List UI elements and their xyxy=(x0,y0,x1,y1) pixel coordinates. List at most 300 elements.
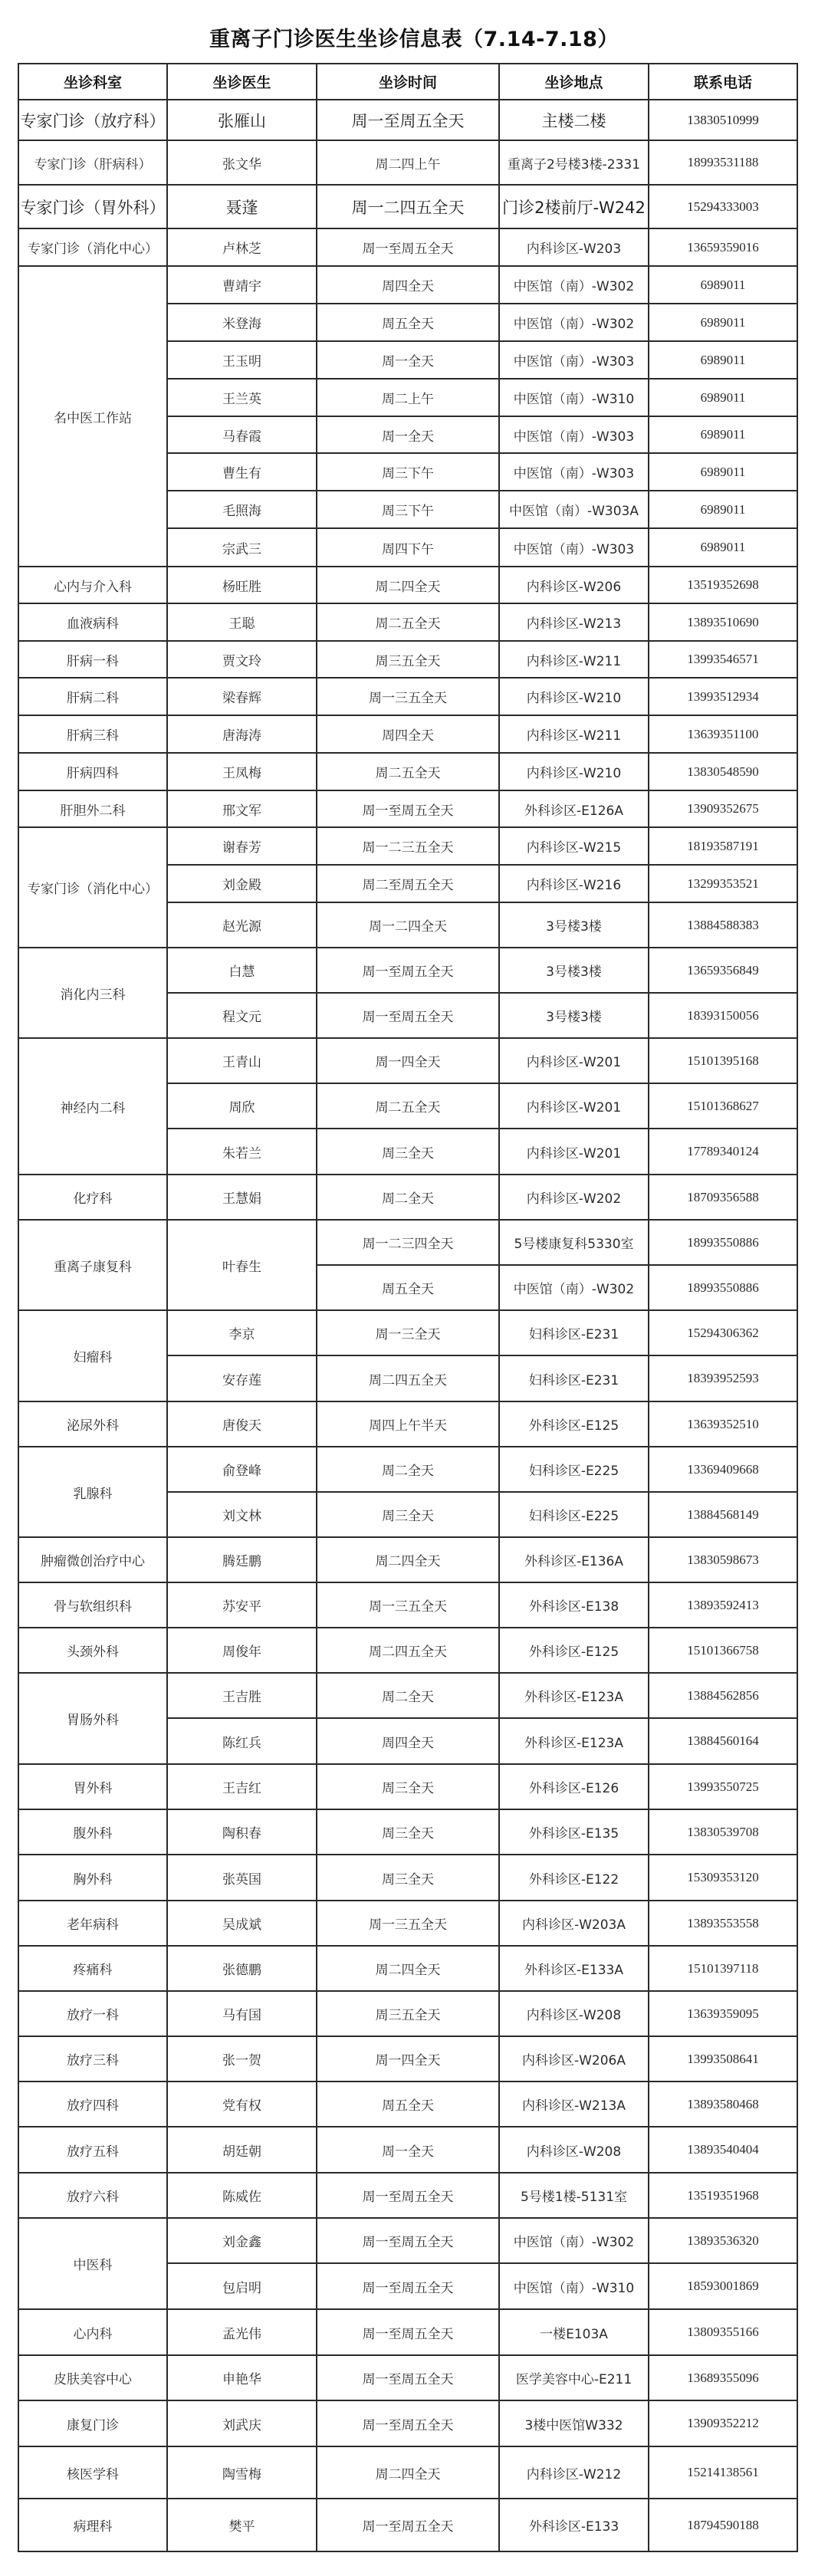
phone-cell: 13909352675 xyxy=(649,790,797,827)
phone-cell: 6989011 xyxy=(649,266,797,304)
location-cell: 3号楼3楼 xyxy=(499,902,649,948)
header-time: 坐诊时间 xyxy=(317,64,499,100)
phone-cell: 13893540404 xyxy=(649,2127,797,2173)
table-row xyxy=(18,185,797,228)
doctor-cell: 俞登峰 xyxy=(167,1447,317,1492)
location-cell: 外科诊区-E133A xyxy=(499,1946,649,1991)
phone-cell: 13893553558 xyxy=(649,1901,797,1946)
time-cell: 周三五全天 xyxy=(317,1991,499,2036)
phone-cell: 13830510999 xyxy=(649,100,797,140)
doctor-cell: 申艳华 xyxy=(167,2355,317,2400)
department-cell: 泌尿外科 xyxy=(18,1401,167,1447)
location-cell: 中医馆（南）-W303A xyxy=(499,491,649,528)
location-cell: 外科诊区-E125 xyxy=(499,1401,649,1447)
time-cell: 周二至周五全天 xyxy=(317,865,499,902)
time-cell: 周一全天 xyxy=(317,341,499,379)
time-cell: 周一二四全天 xyxy=(317,902,499,948)
location-cell: 5号楼康复科5330室 xyxy=(499,1220,649,1265)
time-cell: 周三五全天 xyxy=(317,641,499,678)
doctor-cell: 刘文林 xyxy=(167,1492,317,1537)
time-cell: 周一至周五全天 xyxy=(317,228,499,266)
doctor-cell: 程文元 xyxy=(167,993,317,1038)
phone-cell: 13689355096 xyxy=(649,2355,797,2400)
location-cell: 外科诊区-E126A xyxy=(499,790,649,827)
department-cell: 专家门诊（肝病科） xyxy=(18,140,167,185)
doctor-cell: 李京 xyxy=(167,1310,317,1355)
phone-cell: 13369409668 xyxy=(649,1447,797,1492)
location-cell: 内科诊区-W210 xyxy=(499,753,649,790)
phone-cell: 13519352698 xyxy=(649,567,797,603)
location-cell: 内科诊区-W201 xyxy=(499,1038,649,1083)
location-cell: 3楼中医馆W332 xyxy=(499,2400,649,2446)
time-cell: 周一二三四全天 xyxy=(317,1220,499,1265)
doctor-cell: 王兰英 xyxy=(167,379,317,416)
location-cell: 内科诊区-W206A xyxy=(499,2036,649,2082)
table-row xyxy=(18,266,797,304)
phone-cell: 13830598673 xyxy=(649,1537,797,1582)
header-department: 坐诊科室 xyxy=(18,64,167,100)
location-cell: 内科诊区-W211 xyxy=(499,715,649,753)
time-cell: 周二四五全天 xyxy=(317,1355,499,1401)
doctor-cell: 卢林芝 xyxy=(167,228,317,266)
doctor-cell: 张德鹏 xyxy=(167,1946,317,1991)
department-cell: 胃外科 xyxy=(18,1764,167,1809)
location-cell: 妇科诊区-E225 xyxy=(499,1492,649,1537)
phone-cell: 6989011 xyxy=(649,379,797,416)
doctor-cell: 刘金鑫 xyxy=(167,2218,317,2263)
location-cell: 内科诊区-W212 xyxy=(499,2446,649,2499)
phone-cell: 13884560164 xyxy=(649,1718,797,1764)
doctor-cell: 宗武三 xyxy=(167,528,317,567)
location-cell: 主楼二楼 xyxy=(499,100,649,140)
table-row xyxy=(18,1220,797,1265)
time-cell: 周五全天 xyxy=(317,2082,499,2127)
phone-cell: 13830539708 xyxy=(649,1809,797,1855)
page-title: 重离子门诊医生坐诊信息表（7.14-7.18） xyxy=(209,28,619,51)
location-cell: 内科诊区-W206 xyxy=(499,567,649,603)
schedule-body xyxy=(18,100,797,2551)
department-cell: 乳腺科 xyxy=(18,1447,167,1537)
phone-cell: 13639359095 xyxy=(649,1991,797,2036)
phone-cell: 13893510690 xyxy=(649,603,797,641)
header-phone: 联系电话 xyxy=(649,64,797,100)
doctor-cell: 张英国 xyxy=(167,1855,317,1901)
table-header-row xyxy=(18,64,797,100)
phone-cell: 13884568149 xyxy=(649,1492,797,1537)
phone-cell: 13893536320 xyxy=(649,2218,797,2263)
table-row xyxy=(18,2446,797,2499)
location-cell: 外科诊区-E122 xyxy=(499,1855,649,1901)
time-cell: 周一全天 xyxy=(317,2127,499,2173)
phone-cell: 18393150056 xyxy=(649,993,797,1038)
department-cell: 放疗三科 xyxy=(18,2036,167,2082)
location-cell: 中医馆（南）-W302 xyxy=(499,266,649,304)
department-cell: 放疗五科 xyxy=(18,2127,167,2173)
table-row xyxy=(18,228,797,266)
department-cell: 病理科 xyxy=(18,2499,167,2551)
table-row xyxy=(18,1038,797,1083)
time-cell: 周一至周五全天 xyxy=(317,2400,499,2446)
phone-cell: 18393952593 xyxy=(649,1355,797,1401)
location-cell: 3号楼3楼 xyxy=(499,948,649,993)
location-cell: 一楼E103A xyxy=(499,2309,649,2355)
doctor-cell: 唐俊天 xyxy=(167,1401,317,1447)
time-cell: 周二上午 xyxy=(317,379,499,416)
time-cell: 周五全天 xyxy=(317,1265,499,1310)
time-cell: 周一至周五全天 xyxy=(317,948,499,993)
department-cell: 肝病四科 xyxy=(18,753,167,790)
doctor-cell: 周俊年 xyxy=(167,1628,317,1673)
doctor-cell: 梁春辉 xyxy=(167,678,317,715)
department-cell: 放疗一科 xyxy=(18,1991,167,2036)
department-cell: 腹外科 xyxy=(18,1809,167,1855)
table-row xyxy=(18,827,797,865)
time-cell: 周四全天 xyxy=(317,266,499,304)
doctor-cell: 腾廷鹏 xyxy=(167,1537,317,1582)
table-row xyxy=(18,1809,797,1855)
phone-cell: 18193587191 xyxy=(649,827,797,865)
phone-cell: 13993546571 xyxy=(649,641,797,678)
table-row xyxy=(18,678,797,715)
time-cell: 周三全天 xyxy=(317,1855,499,1901)
doctor-cell: 王凤梅 xyxy=(167,753,317,790)
doctor-cell: 胡廷朝 xyxy=(167,2127,317,2173)
phone-cell: 13519351968 xyxy=(649,2173,797,2218)
location-cell: 内科诊区-W213A xyxy=(499,2082,649,2127)
phone-cell: 18993550886 xyxy=(649,1220,797,1265)
time-cell: 周二全天 xyxy=(317,1175,499,1220)
phone-cell: 13299353521 xyxy=(649,865,797,902)
department-cell: 专家门诊（消化中心） xyxy=(18,228,167,266)
time-cell: 周五全天 xyxy=(317,304,499,341)
time-cell: 周二四全天 xyxy=(317,1537,499,1582)
table-row xyxy=(18,2218,797,2263)
location-cell: 中医馆（南）-W303 xyxy=(499,416,649,453)
table-row xyxy=(18,2309,797,2355)
time-cell: 周二五全天 xyxy=(317,1083,499,1129)
doctor-cell: 赵光源 xyxy=(167,902,317,948)
doctor-cell: 吴成斌 xyxy=(167,1901,317,1946)
phone-cell: 13993508641 xyxy=(649,2036,797,2082)
location-cell: 内科诊区-W211 xyxy=(499,641,649,678)
table-row xyxy=(18,715,797,753)
time-cell: 周一二三五全天 xyxy=(317,827,499,865)
department-cell: 胃肠外科 xyxy=(18,1673,167,1764)
location-cell: 内科诊区-W201 xyxy=(499,1129,649,1175)
doctor-cell: 陈威佐 xyxy=(167,2173,317,2218)
department-cell: 心内科 xyxy=(18,2309,167,2355)
department-cell: 重离子康复科 xyxy=(18,1220,167,1310)
department-cell: 专家门诊（消化中心） xyxy=(18,827,167,948)
doctor-cell: 聂蓬 xyxy=(167,185,317,228)
table-row xyxy=(18,1855,797,1901)
table-row xyxy=(18,603,797,641)
header-location: 坐诊地点 xyxy=(499,64,649,100)
time-cell: 周一四全天 xyxy=(317,2036,499,2082)
time-cell: 周四下午 xyxy=(317,528,499,567)
table-row xyxy=(18,2036,797,2082)
table-row xyxy=(18,140,797,185)
location-cell: 外科诊区-E138 xyxy=(499,1582,649,1628)
phone-cell: 15294306362 xyxy=(649,1310,797,1355)
doctor-cell: 王吉胜 xyxy=(167,1673,317,1718)
phone-cell: 18794590188 xyxy=(649,2499,797,2551)
department-cell: 肝病一科 xyxy=(18,641,167,678)
doctor-cell: 王聪 xyxy=(167,603,317,641)
phone-cell: 15101395168 xyxy=(649,1038,797,1083)
location-cell: 内科诊区-W216 xyxy=(499,865,649,902)
department-cell: 神经内二科 xyxy=(18,1038,167,1175)
location-cell: 中医馆（南）-W310 xyxy=(499,379,649,416)
table-row xyxy=(18,1582,797,1628)
phone-cell: 13893592413 xyxy=(649,1582,797,1628)
time-cell: 周三全天 xyxy=(317,1129,499,1175)
doctor-cell: 刘武庆 xyxy=(167,2400,317,2446)
doctor-cell: 唐海涛 xyxy=(167,715,317,753)
time-cell: 周二四全天 xyxy=(317,567,499,603)
doctor-cell: 叶春生 xyxy=(167,1220,317,1310)
phone-cell: 15309353120 xyxy=(649,1855,797,1901)
location-cell: 内科诊区-W203A xyxy=(499,1901,649,1946)
phone-cell: 17789340124 xyxy=(649,1129,797,1175)
doctor-cell: 王玉明 xyxy=(167,341,317,379)
location-cell: 外科诊区-E135 xyxy=(499,1809,649,1855)
time-cell: 周三全天 xyxy=(317,1764,499,1809)
doctor-cell: 王吉红 xyxy=(167,1764,317,1809)
department-cell: 名中医工作站 xyxy=(18,266,167,567)
table-row xyxy=(18,567,797,603)
time-cell: 周二四全天 xyxy=(317,2446,499,2499)
table-row xyxy=(18,2082,797,2127)
location-cell: 中医馆（南）-W302 xyxy=(499,1265,649,1310)
time-cell: 周一至周五全天 xyxy=(317,2173,499,2218)
location-cell: 门诊2楼前厅-W242 xyxy=(499,185,649,228)
phone-cell: 13884562856 xyxy=(649,1673,797,1718)
doctor-cell: 刘金殿 xyxy=(167,865,317,902)
department-cell: 中医科 xyxy=(18,2218,167,2309)
phone-cell: 6989011 xyxy=(649,491,797,528)
phone-cell: 15101368627 xyxy=(649,1083,797,1129)
phone-cell: 13909352212 xyxy=(649,2400,797,2446)
department-cell: 肿瘤微创治疗中心 xyxy=(18,1537,167,1582)
doctor-cell: 陶积春 xyxy=(167,1809,317,1855)
table-row xyxy=(18,1764,797,1809)
doctor-cell: 曹靖宇 xyxy=(167,266,317,304)
location-cell: 中医馆（南）-W310 xyxy=(499,2263,649,2309)
phone-cell: 13659359016 xyxy=(649,228,797,266)
phone-cell: 13639352510 xyxy=(649,1401,797,1447)
location-cell: 外科诊区-E136A xyxy=(499,1537,649,1582)
location-cell: 内科诊区-W201 xyxy=(499,1083,649,1129)
department-cell: 血液病科 xyxy=(18,603,167,641)
table-row xyxy=(18,1901,797,1946)
time-cell: 周一全天 xyxy=(317,416,499,453)
doctor-cell: 毛照海 xyxy=(167,491,317,528)
phone-cell: 15101366758 xyxy=(649,1628,797,1673)
department-cell: 头颈外科 xyxy=(18,1628,167,1673)
department-cell: 心内与介入科 xyxy=(18,567,167,603)
location-cell: 外科诊区-E126 xyxy=(499,1764,649,1809)
location-cell: 外科诊区-E125 xyxy=(499,1628,649,1673)
time-cell: 周三全天 xyxy=(317,1492,499,1537)
doctor-cell: 王青山 xyxy=(167,1038,317,1083)
time-cell: 周二四五全天 xyxy=(317,1628,499,1673)
department-cell: 妇瘤科 xyxy=(18,1310,167,1401)
location-cell: 医学美容中心-E211 xyxy=(499,2355,649,2400)
time-cell: 周一至周五全天 xyxy=(317,100,499,140)
time-cell: 周一至周五全天 xyxy=(317,2309,499,2355)
department-cell: 核医学科 xyxy=(18,2446,167,2499)
time-cell: 周二五全天 xyxy=(317,753,499,790)
location-cell: 内科诊区-W208 xyxy=(499,2127,649,2173)
time-cell: 周二四全天 xyxy=(317,1946,499,1991)
doctor-cell: 陶雪梅 xyxy=(167,2446,317,2499)
doctor-cell: 谢春芳 xyxy=(167,827,317,865)
department-cell: 消化内三科 xyxy=(18,948,167,1038)
doctor-cell: 曹生有 xyxy=(167,453,317,491)
location-cell: 中医馆（南）-W303 xyxy=(499,341,649,379)
phone-cell: 13830548590 xyxy=(649,753,797,790)
doctor-cell: 马春霞 xyxy=(167,416,317,453)
time-cell: 周一二四五全天 xyxy=(317,185,499,228)
doctor-cell: 安存莲 xyxy=(167,1355,317,1401)
doctor-cell: 包启明 xyxy=(167,2263,317,2309)
phone-cell: 13993512934 xyxy=(649,678,797,715)
location-cell: 5号楼1楼-5131室 xyxy=(499,2173,649,2218)
time-cell: 周三下午 xyxy=(317,491,499,528)
table-row xyxy=(18,1946,797,1991)
location-cell: 3号楼3楼 xyxy=(499,993,649,1038)
table-row xyxy=(18,2173,797,2218)
doctor-cell: 白慧 xyxy=(167,948,317,993)
department-cell: 肝病二科 xyxy=(18,678,167,715)
department-cell: 放疗六科 xyxy=(18,2173,167,2218)
doctor-cell: 张雁山 xyxy=(167,100,317,140)
phone-cell: 13893580468 xyxy=(649,2082,797,2127)
doctor-cell: 贾文玲 xyxy=(167,641,317,678)
time-cell: 周一四全天 xyxy=(317,1038,499,1083)
department-cell: 放疗四科 xyxy=(18,2082,167,2127)
header-doctor: 坐诊医生 xyxy=(167,64,317,100)
phone-cell: 18993531188 xyxy=(649,140,797,185)
doctor-cell: 陈红兵 xyxy=(167,1718,317,1764)
location-cell: 内科诊区-W210 xyxy=(499,678,649,715)
doctor-cell: 周欣 xyxy=(167,1083,317,1129)
table-row xyxy=(18,1175,797,1220)
department-cell: 老年病科 xyxy=(18,1901,167,1946)
schedule-table xyxy=(18,63,798,2552)
department-cell: 化疗科 xyxy=(18,1175,167,1220)
phone-cell: 13809355166 xyxy=(649,2309,797,2355)
time-cell: 周四全天 xyxy=(317,1718,499,1764)
doctor-cell: 邢文军 xyxy=(167,790,317,827)
table-row xyxy=(18,1537,797,1582)
location-cell: 内科诊区-W203 xyxy=(499,228,649,266)
phone-cell: 18593001869 xyxy=(649,2263,797,2309)
phone-cell: 15101397118 xyxy=(649,1946,797,1991)
doctor-cell: 张一贺 xyxy=(167,2036,317,2082)
department-cell: 肝胆外二科 xyxy=(18,790,167,827)
location-cell: 外科诊区-E133 xyxy=(499,2499,649,2551)
time-cell: 周四全天 xyxy=(317,715,499,753)
department-cell: 专家门诊（胃外科） xyxy=(18,185,167,228)
phone-cell: 18993550886 xyxy=(649,1265,797,1310)
doctor-cell: 杨旺胜 xyxy=(167,567,317,603)
time-cell: 周二全天 xyxy=(317,1673,499,1718)
location-cell: 中医馆（南）-W303 xyxy=(499,453,649,491)
doctor-cell: 孟光伟 xyxy=(167,2309,317,2355)
table-row xyxy=(18,753,797,790)
table-row xyxy=(18,641,797,678)
time-cell: 周一三五全天 xyxy=(317,1582,499,1628)
doctor-cell: 王慧娟 xyxy=(167,1175,317,1220)
table-row xyxy=(18,1447,797,1492)
time-cell: 周一三五全天 xyxy=(317,678,499,715)
table-row xyxy=(18,2499,797,2551)
doctor-cell: 马有国 xyxy=(167,1991,317,2036)
phone-cell: 6989011 xyxy=(649,416,797,453)
time-cell: 周二全天 xyxy=(317,1447,499,1492)
table-row xyxy=(18,2127,797,2173)
location-cell: 妇科诊区-E225 xyxy=(499,1447,649,1492)
location-cell: 外科诊区-E123A xyxy=(499,1718,649,1764)
location-cell: 内科诊区-W215 xyxy=(499,827,649,865)
location-cell: 中医馆（南）-W302 xyxy=(499,304,649,341)
location-cell: 妇科诊区-E231 xyxy=(499,1355,649,1401)
table-row xyxy=(18,1401,797,1447)
department-cell: 疼痛科 xyxy=(18,1946,167,1991)
time-cell: 周一三五全天 xyxy=(317,1901,499,1946)
time-cell: 周一至周五全天 xyxy=(317,790,499,827)
location-cell: 内科诊区-W208 xyxy=(499,1991,649,2036)
phone-cell: 6989011 xyxy=(649,528,797,567)
time-cell: 周二四上午 xyxy=(317,140,499,185)
location-cell: 外科诊区-E123A xyxy=(499,1673,649,1718)
phone-cell: 13993550725 xyxy=(649,1764,797,1809)
phone-cell: 13884588383 xyxy=(649,902,797,948)
doctor-cell: 米登海 xyxy=(167,304,317,341)
phone-cell: 18709356588 xyxy=(649,1175,797,1220)
location-cell: 妇科诊区-E231 xyxy=(499,1310,649,1355)
doctor-cell: 樊平 xyxy=(167,2499,317,2551)
phone-cell: 6989011 xyxy=(649,341,797,379)
phone-cell: 15214138561 xyxy=(649,2446,797,2499)
time-cell: 周一至周五全天 xyxy=(317,2218,499,2263)
location-cell: 内科诊区-W202 xyxy=(499,1175,649,1220)
department-cell: 胸外科 xyxy=(18,1855,167,1901)
table-row xyxy=(18,100,797,140)
phone-cell: 13659356849 xyxy=(649,948,797,993)
department-cell: 皮肤美容中心 xyxy=(18,2355,167,2400)
doctor-cell: 党有权 xyxy=(167,2082,317,2127)
table-row xyxy=(18,1991,797,2036)
phone-cell: 15294333003 xyxy=(649,185,797,228)
department-cell: 肝病三科 xyxy=(18,715,167,753)
time-cell: 周四上午半天 xyxy=(317,1401,499,1447)
time-cell: 周一至周五全天 xyxy=(317,2355,499,2400)
phone-cell: 6989011 xyxy=(649,304,797,341)
department-cell: 康复门诊 xyxy=(18,2400,167,2446)
table-row xyxy=(18,1673,797,1718)
table-row xyxy=(18,1310,797,1355)
location-cell: 中医馆（南）-W303 xyxy=(499,528,649,567)
department-cell: 专家门诊（放疗科） xyxy=(18,100,167,140)
table-row xyxy=(18,790,797,827)
time-cell: 周一至周五全天 xyxy=(317,993,499,1038)
table-row xyxy=(18,948,797,993)
time-cell: 周三下午 xyxy=(317,453,499,491)
phone-cell: 13639351100 xyxy=(649,715,797,753)
